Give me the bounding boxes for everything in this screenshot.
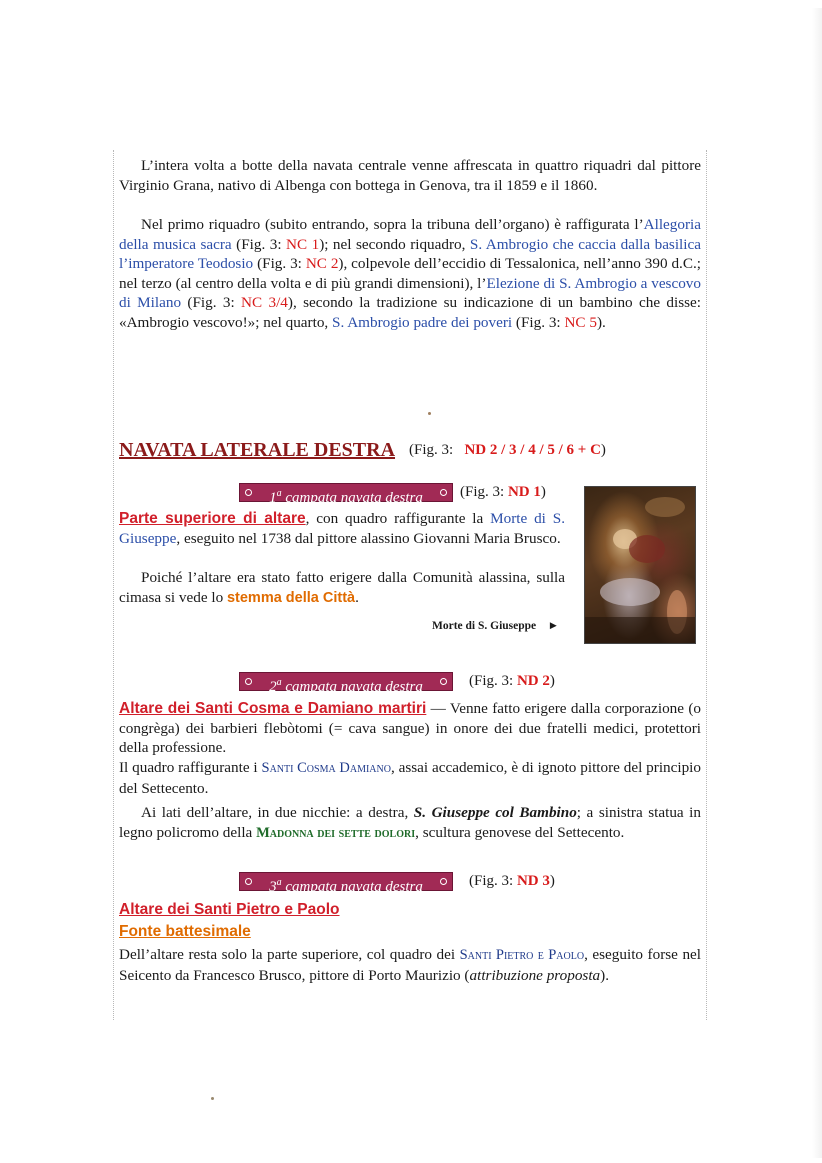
ref-nc1: NC 1 (286, 235, 320, 253)
banner-number: 2 (269, 679, 277, 695)
text: ), colpevole dell’eccidio di Tessalonica, nell’anno 390 d.C.; nel terzo (al centro della volta e di più grandi dimensioni), l’ (119, 255, 701, 292)
heading-altare-pietro-paolo: Altare dei Santi Pietro e Paolo (119, 901, 340, 918)
campata-1-heading: Parte superiore di altare (119, 510, 306, 527)
text: ; a sinistra statua in legno policromo della (119, 804, 701, 841)
ref-prefix: (Fig. 3: (460, 484, 508, 500)
banner-sup: a (276, 677, 282, 688)
document-frame (113, 150, 707, 1020)
section-fig-ref (409, 442, 606, 459)
right-border-rule (706, 150, 707, 1020)
text: ). (600, 966, 610, 984)
santi-pietro-paolo: Santi Pietro e Paolo (459, 947, 585, 963)
text: ), secondo la tradizione su indicazione di un bambino che disse: «Ambrogio vescovo!»; nel quarto, (119, 294, 702, 331)
campata-3-fig-ref (469, 873, 555, 890)
ref-prefix: (Fig. 3: (409, 442, 454, 458)
bullet-icon (245, 678, 252, 685)
ref-nd-list: ND 2 / 3 / 4 / 5 / 6 + C (464, 442, 601, 458)
intro-text: L’intera volta a botte della navata centrale venne affrescata in quattro riquadri dal pittore Virginio Grana, nativo di Albenga con bottega in Genova, tra il 1859 e il 1860. (119, 157, 701, 194)
text: (Fig. 3: (512, 313, 565, 331)
bullet-icon (245, 489, 252, 496)
text: ); nel secondo riquadro, (319, 235, 470, 253)
page-edge-shadow (812, 8, 822, 1158)
giuseppe-bambino: S. Giuseppe col Bambino (413, 804, 577, 821)
bullet-icon (440, 489, 447, 496)
banner-sup: a (276, 488, 282, 499)
intro-paragraph-1 (119, 156, 701, 195)
banner-sup: a (276, 877, 282, 888)
text: Poiché l’altare era stato fatto erigere dalla Comunità alassina, sulla cimasa si vede lo (119, 569, 565, 606)
campata-2-fig-ref (469, 673, 555, 690)
painting-image (585, 487, 695, 643)
campata-1-fig-ref (460, 484, 546, 501)
text: Venne fatto erigere dalla corporazione (o congrèga) dei barbieri flebòtomi (= cava sangue) in onore dei due fratelli medici, protettori della professione. (119, 700, 701, 756)
ref-suffix: ) (549, 673, 555, 689)
ref-nc2: NC 2 (305, 255, 339, 272)
text: (Fig. 3: (253, 255, 306, 272)
ref-suffix: ) (600, 442, 606, 458)
arrow-right-icon: ► (547, 620, 560, 632)
text: Il quadro raffigurante i (119, 759, 262, 776)
campata-2-paragraph-2 (119, 758, 701, 798)
text: , scultura genovese del Settecento. (415, 823, 625, 841)
text: (Fig. 3: (181, 294, 242, 311)
campata-3-heading-2 (119, 923, 251, 941)
text: (Fig. 3: (231, 235, 287, 253)
banner-label: campata navata destra (281, 679, 423, 695)
bullet-icon (440, 878, 447, 885)
campata-3-heading-1 (119, 901, 340, 919)
banner-label: campata navata destra (281, 490, 423, 506)
ref-prefix: (Fig. 3: (469, 673, 517, 689)
campata-3-paragraph-1 (119, 945, 701, 985)
bullet-icon (440, 678, 447, 685)
campata-2-paragraph-1 (119, 699, 701, 758)
campata-1-banner (239, 483, 453, 506)
ref-nd: ND 2 (516, 673, 550, 689)
ref-prefix: (Fig. 3: (469, 873, 517, 889)
ref-suffix: ) (549, 873, 555, 889)
campata-1-paragraph-1 (119, 509, 565, 548)
text: Nel primo riquadro (subito entrando, sopra la tribuna dell’organo) è raffigurata l’ (141, 216, 644, 233)
painting-caption (432, 620, 559, 632)
ref-nc34: NC 3/4 (241, 294, 288, 311)
link-ambrogio-teodosio[interactable]: S. Ambrogio che caccia dalla basilica l’imperatore Teodosio (119, 235, 701, 272)
ref-nc5: NC 5 (564, 313, 597, 331)
banner-number: 1 (269, 490, 277, 506)
dash: — (426, 700, 450, 717)
ref-nd: ND 1 (507, 484, 541, 500)
text: , eseguito nel 1738 dal pittore alassino Giovanni Maria Brusco. (176, 529, 561, 547)
banner-number: 3 (269, 879, 277, 895)
text: , assai accademico, è di ignoto pittore del principio del Settecento. (119, 759, 701, 797)
section-title: NAVATA LATERALE DESTRA (119, 439, 396, 461)
banner-label: campata navata destra (281, 879, 423, 895)
text: , eseguito forse nel Seicento da Francesco Brusco, pittore di Porto Maurizio ( (119, 946, 701, 984)
campata-2-heading: Altare dei Santi Cosma e Damiano martiri (119, 700, 427, 717)
link-morte-giuseppe[interactable]: Morte di S. Giuseppe (119, 510, 565, 547)
campata-3-banner (239, 872, 453, 895)
text: ). (596, 313, 606, 331)
campata-2-paragraph-3 (119, 803, 701, 843)
link-padre-poveri[interactable]: S. Ambrogio padre dei poveri (332, 313, 513, 331)
intro-paragraph-2 (119, 215, 701, 332)
ref-suffix: ) (540, 484, 546, 500)
link-elezione[interactable]: Elezione di S. Ambrogio a vescovo di Milano (119, 274, 701, 311)
stemma-highlight: stemma della Città (226, 589, 356, 606)
painting-morte-giuseppe[interactable] (584, 486, 696, 644)
scan-speck (211, 1097, 214, 1100)
scan-speck (428, 412, 431, 415)
ref-nd: ND 3 (516, 873, 550, 889)
attribuzione-italic: attribuzione proposta (469, 966, 601, 984)
text: Dell’altare resta solo la parte superiore, col quadro dei (119, 946, 460, 963)
bullet-icon (245, 878, 252, 885)
campata-1-paragraph-2 (119, 568, 565, 608)
madonna-sette-dolori: Madonna dei sette dolori (256, 824, 416, 841)
text: . (355, 588, 359, 606)
heading-fonte-battesimale: Fonte battesimale (119, 923, 251, 940)
link-allegoria[interactable]: Allegoria della musica sacra (119, 216, 701, 253)
text: , con quadro raffigurante la (305, 510, 491, 527)
santi-cosma-damiano: Santi Cosma Damiano (261, 760, 391, 776)
campata-2-banner (239, 672, 453, 695)
text: Ai lati dell’altare, in due nicchie: a destra, (141, 804, 414, 821)
caption-text: Morte di S. Giuseppe (432, 620, 537, 632)
left-border-rule (113, 150, 114, 1020)
